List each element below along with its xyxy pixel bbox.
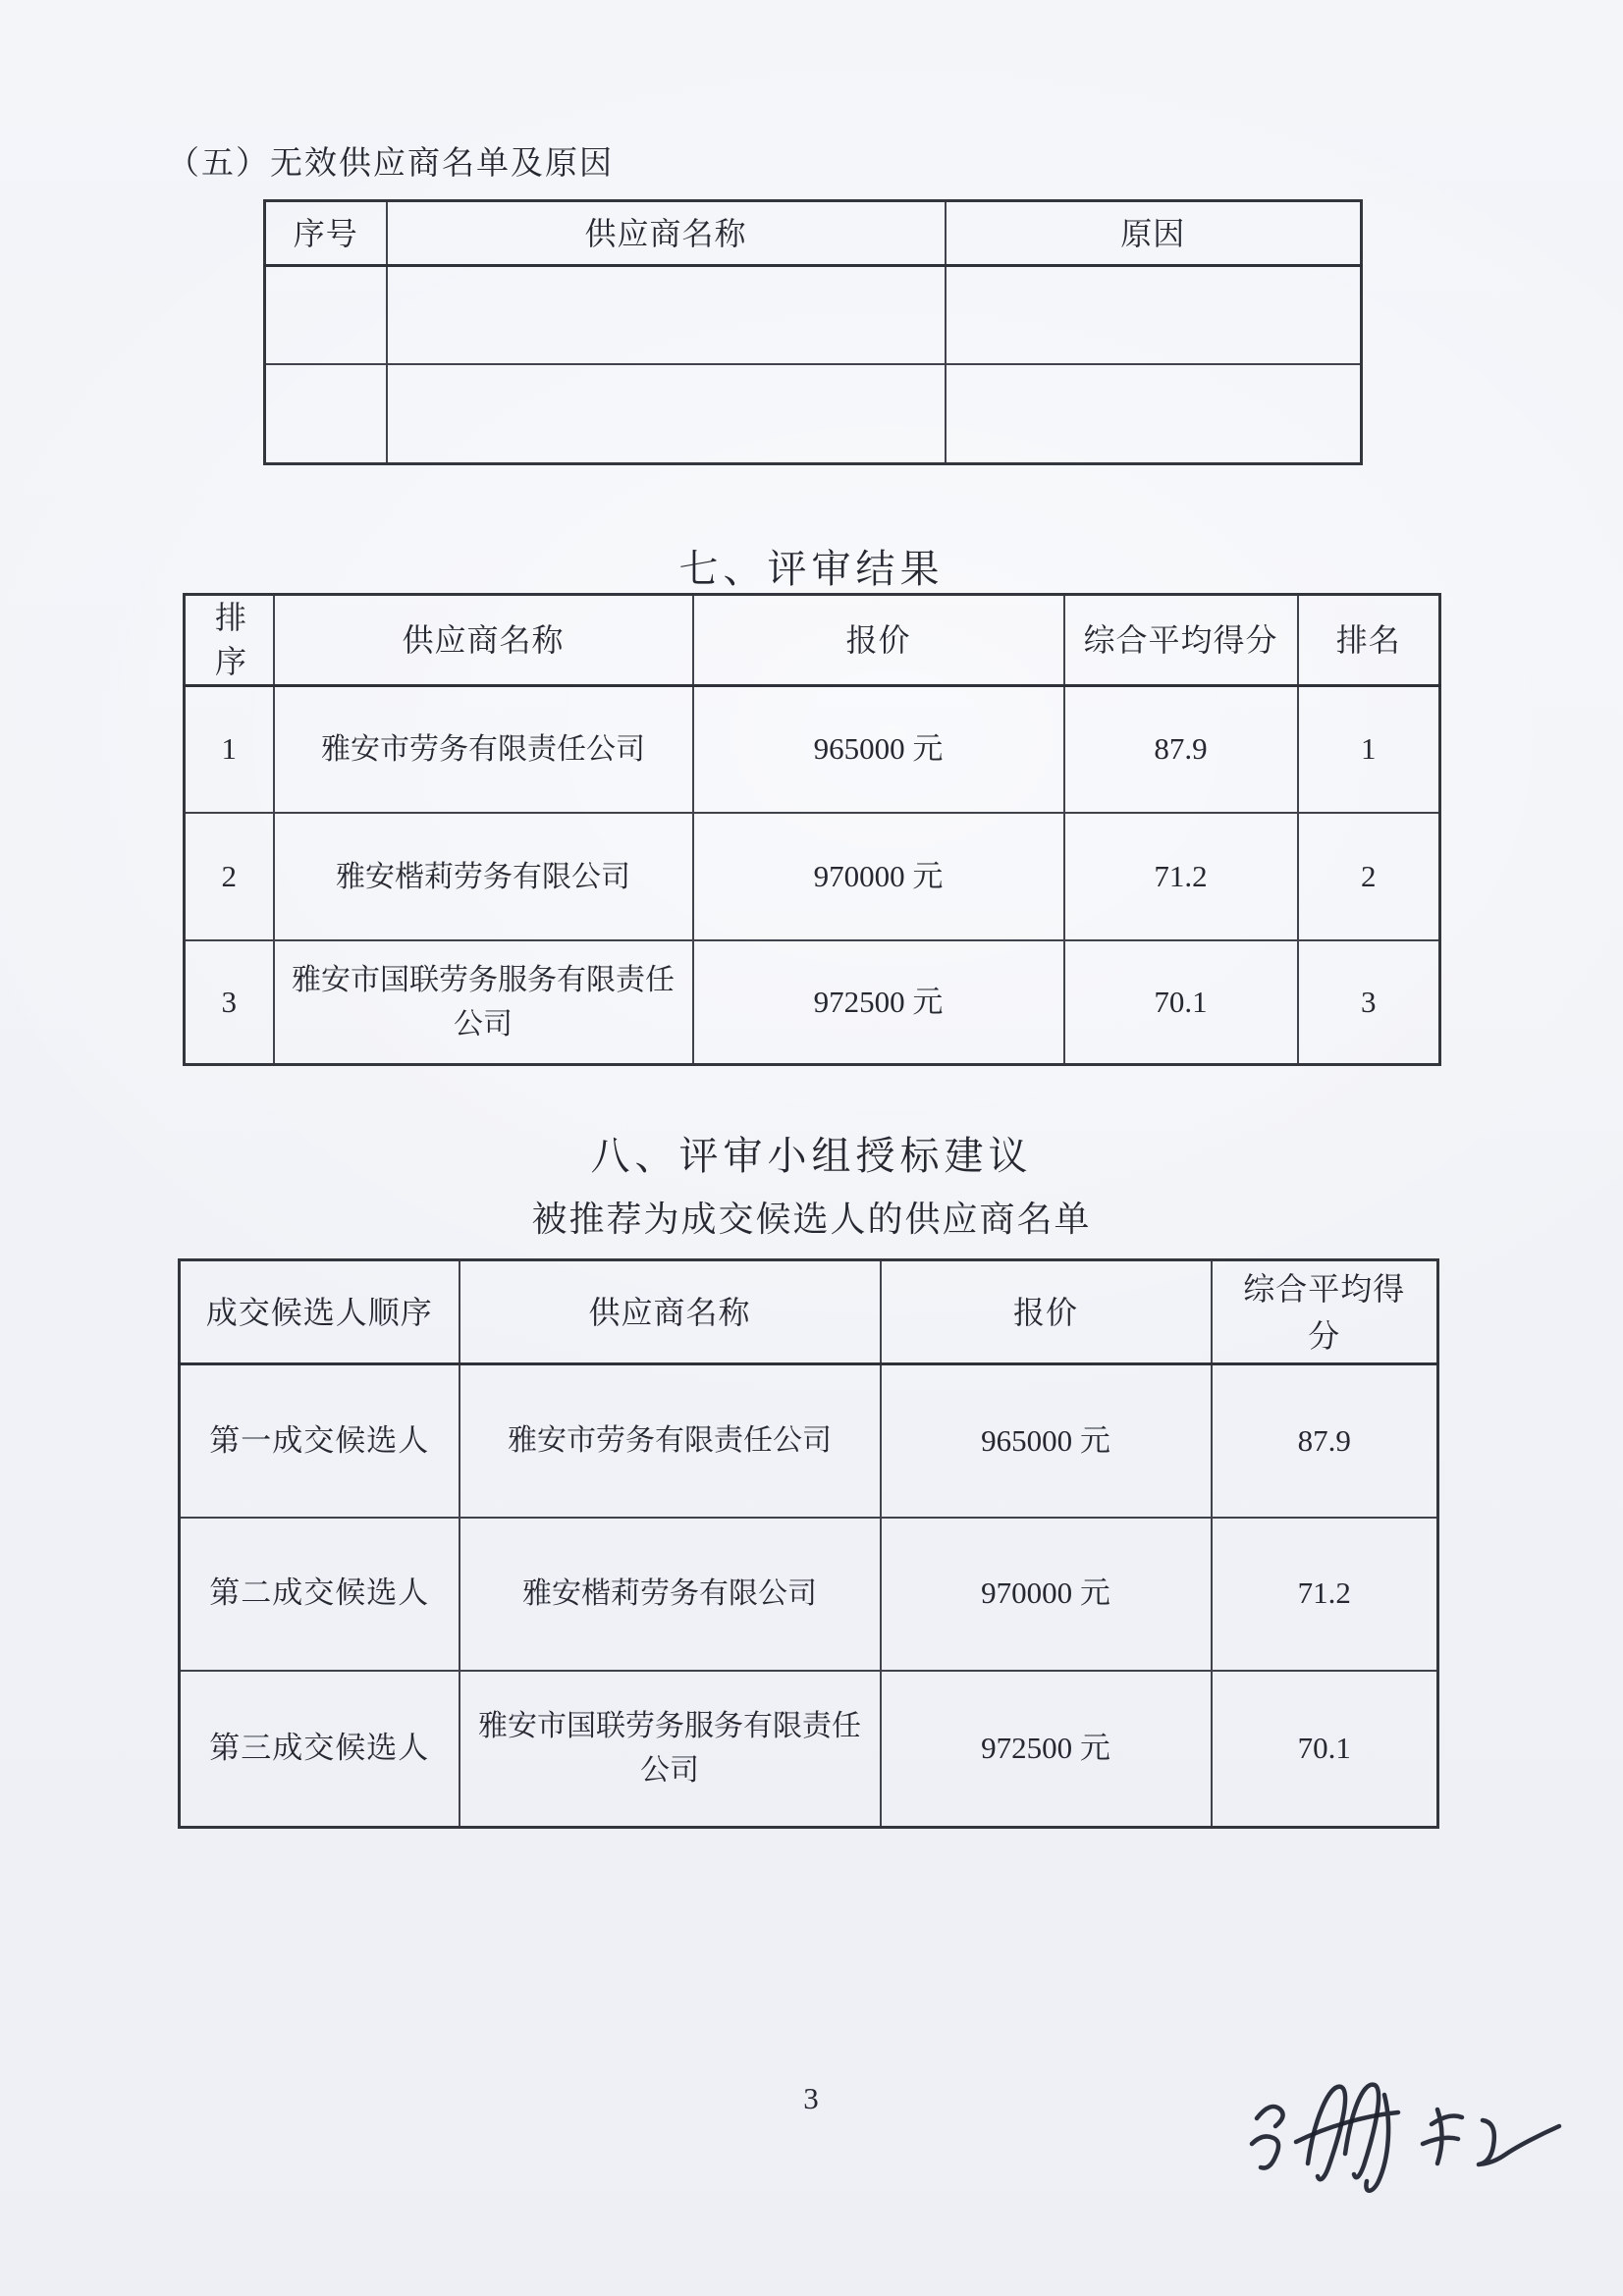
supplier-cell: 雅安市国联劳务服务有限责任公司 xyxy=(460,1671,881,1828)
price-cell: 972500 元 xyxy=(881,1671,1212,1828)
score-cell: 70.1 xyxy=(1212,1671,1438,1828)
supplier-cell: 雅安市国联劳务服务有限责任公司 xyxy=(274,940,693,1064)
table-review-results xyxy=(183,593,1441,1066)
section7-title: 七、评审结果 xyxy=(678,547,945,591)
signature-stroke xyxy=(1252,2107,1283,2168)
rank-cell: 1 xyxy=(1298,685,1440,813)
rank-cell: 2 xyxy=(1298,813,1440,940)
section5-heading: （五）无效供应商名单及原因 xyxy=(167,146,614,182)
order-cell: 3 xyxy=(185,940,274,1064)
table-row xyxy=(265,364,1362,464)
empty-cell xyxy=(946,364,1362,464)
table-header-row xyxy=(265,201,1362,266)
page-number: 3 xyxy=(803,2081,820,2115)
score-cell: 71.2 xyxy=(1064,813,1298,940)
column-header-reason: 原因 xyxy=(946,201,1362,266)
candidate-order-cell: 第一成交候选人 xyxy=(180,1364,460,1518)
table-row xyxy=(185,813,1440,940)
supplier-cell: 雅安市劳务有限责任公司 xyxy=(274,685,693,813)
score-cell: 87.9 xyxy=(1064,685,1298,813)
column-header-seq: 序号 xyxy=(265,201,387,266)
table-row xyxy=(265,266,1362,364)
section8-title: 八、评审小组授标建议 xyxy=(590,1134,1033,1178)
column-header-supplier: 供应商名称 xyxy=(460,1260,881,1364)
table-row xyxy=(180,1518,1438,1671)
order-cell: 2 xyxy=(185,813,274,940)
table-row xyxy=(185,940,1440,1064)
empty-cell xyxy=(387,364,946,464)
empty-cell xyxy=(946,266,1362,364)
table-invalid-suppliers xyxy=(263,199,1363,465)
order-cell: 1 xyxy=(185,685,274,813)
empty-cell xyxy=(265,364,387,464)
score-cell: 87.9 xyxy=(1212,1364,1438,1518)
signature-stroke xyxy=(1345,2085,1379,2178)
score-cell: 70.1 xyxy=(1064,940,1298,1064)
price-cell: 970000 元 xyxy=(693,813,1064,940)
table-row xyxy=(180,1364,1438,1518)
section8-subtitle: 被推荐为成交候选人的供应商名单 xyxy=(531,1200,1092,1239)
table-row xyxy=(185,685,1440,813)
column-header-score: 综合平均得分 xyxy=(1064,595,1298,686)
column-header-supplier: 供应商名称 xyxy=(274,595,693,686)
price-cell: 972500 元 xyxy=(693,940,1064,1064)
price-cell: 965000 元 xyxy=(881,1364,1212,1518)
column-header-price: 报价 xyxy=(693,595,1064,686)
handwritten-signature-icon xyxy=(1235,2054,1569,2260)
column-header-score: 综合平均得分 xyxy=(1212,1260,1438,1364)
candidate-order-cell: 第二成交候选人 xyxy=(180,1518,460,1671)
table-row xyxy=(180,1671,1438,1828)
signature-stroke xyxy=(1479,2120,1559,2164)
supplier-cell: 雅安楷莉劳务有限公司 xyxy=(274,813,693,940)
score-cell: 71.2 xyxy=(1212,1518,1438,1671)
table-award-recommendation xyxy=(178,1258,1439,1829)
supplier-cell: 雅安市劳务有限责任公司 xyxy=(460,1364,881,1518)
price-cell: 970000 元 xyxy=(881,1518,1212,1671)
column-header-candidate-order: 成交候选人顺序 xyxy=(180,1260,460,1364)
candidate-order-cell: 第三成交候选人 xyxy=(180,1671,460,1828)
column-header-price: 报价 xyxy=(881,1260,1212,1364)
table-header-row xyxy=(180,1260,1438,1364)
empty-cell xyxy=(387,266,946,364)
signature-stroke xyxy=(1423,2109,1462,2163)
table-header-row xyxy=(185,595,1440,686)
price-cell: 965000 元 xyxy=(693,685,1064,813)
rank-cell: 3 xyxy=(1298,940,1440,1064)
column-header-rank: 排名 xyxy=(1298,595,1440,686)
supplier-cell: 雅安楷莉劳务有限公司 xyxy=(460,1518,881,1671)
empty-cell xyxy=(265,266,387,364)
column-header-order: 排序 xyxy=(185,595,274,686)
column-header-supplier: 供应商名称 xyxy=(387,201,946,266)
